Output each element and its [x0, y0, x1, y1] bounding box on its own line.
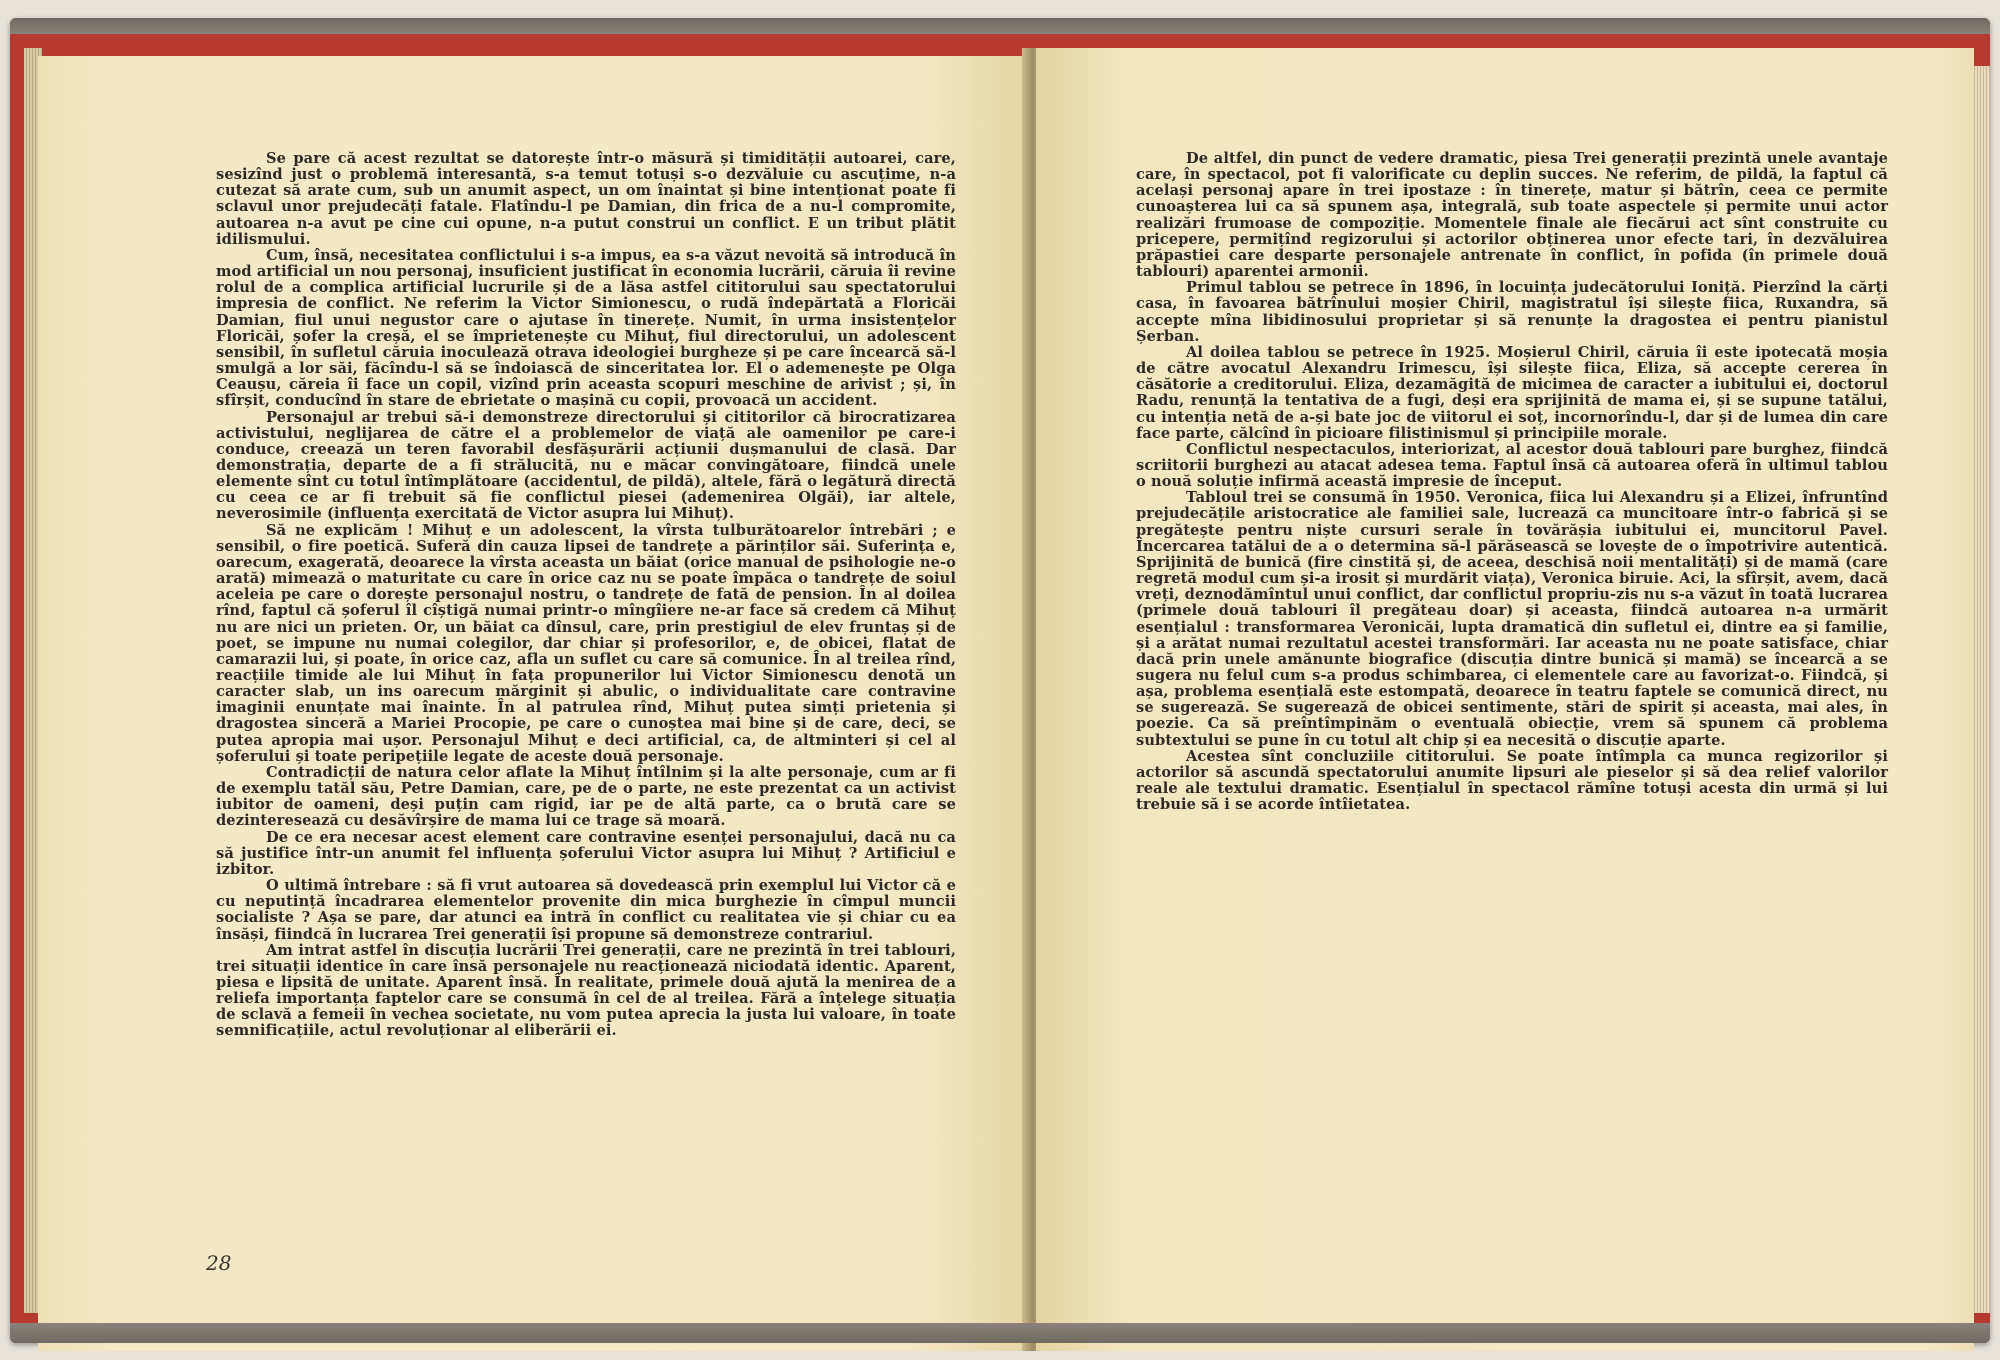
paragraph: De altfel, din punct de vedere dramatic, piesa Trei generații prezintă unele avantaje care, în spectacol, pot fi valorificate cu deplin succes. Ne referim, de pildă, la faptul că același personaj apare în trei ipostaze : în tinerețe, matur și bătrîn, ceea ce permite cunoașterea lui ca să spunem așa, integrală, sub toate aspectele și permite unui actor realizări frumoase de compoziție. Momentele finale ale fiecărui act sînt construite cu pricepere, permițînd regizorului și actorilor obținerea unor efecte tari, în dezvăluirea prăpastiei care desparte personajele antrenate în conflict, în pofida (în primele două tablouri) aparentei armonii.	[1136, 150, 1888, 281]
paragraph: Cum, însă, necesitatea conflictului i s-a impus, ea s-a văzut nevoită să introducă în mod artificial un nou personaj, insuficient justificat în economia lucrării, căruia îi revine rolul de a complica artificial lucrurile și de a lăsa astfel cititorului sau spectatorului impresia de conflict. Ne referim la Victor Simionescu, o rudă îndepărtată a Floricăi Damian, fiul unui negustor care o ajutase în tinerețe. Numit, în urma insistențelor Floricăi, șofer la creșă, el se împrietenește cu Mihuț, fiul directorului, un adolescent sensibil, în sufletul căruia inoculează otrava ideologiei burgheze și pe care încearcă să-l smulgă a lor săi, făcîndu-l să se îndoiască de sinceritatea lor. El o ademenește pe Olga Ceaușu, căreia îi face un copil, vizînd prin aceasta scopuri meschine de arivist ; și, în sfîrșit, conducînd în stare de ebrietate o mașină cu copii, provoacă un accident.	[216, 246, 956, 410]
paragraph: Personajul ar trebui să-i demonstreze directorului și cititorilor că birocratizarea activistului, neglijarea de către el a problemelor de viață ale oamenilor pe care-i conduce, creează un teren favorabil desfășurării acțiunii dușmanului de clasă. Dar demonstrația, departe de a fi strălucită, nu e măcar convingătoare, fiindcă unele elemente sînt cu totul întîmplătoare (accidentul, de pildă), altele, fără o legătură directă cu ceea ce ar fi trebuit să fie conflictul piesei (ademenirea Olgăi), iar altele, neverosimile (influența exercitată de Victor asupra lui Mihuț).	[216, 408, 956, 523]
left-page-text	[216, 151, 956, 1040]
paragraph: Să ne explicăm ! Mihuț e un adolescent, la vîrsta tulburătoarelor întrebări ; e sensibil, o fire poetică. Suferă din cauza lipsei de tandrețe a părinților săi. Suferința e, oarecum, exagerată, deoarece la vîrsta aceasta un băiat (orice manual de psihologie ne-o arată) mimează o maturitate cu care în orice caz nu se poate împăca o tandrețe de soiul aceleia pe care o dorește personajul nostru, o tandrețe de fată de pension. În al doilea rînd, faptul că șoferul îl cîștigă numai printr-o mîngîiere ne-ar face să credem că Mihuț nu are nici un prieten. Or, un băiat ca dînsul, care, prin prestigiul de elev fruntaș și de poet, se impune nu numai colegilor, dar chiar și profesorilor, e, de obicei, flatat de camarazii lui, și poate, în orice caz, afla un suflet cu care să comunice. În al treilea rînd, reacțiile timide ale lui Mihuț în fața propunerilor lui Victor Simionescu denotă un caracter slab, un ins oarecum mărginit și abulic, o individualitate care contravine imaginii enunțate mai înainte. În al patrulea rînd, Mihuț putea simți prietenia și dragostea sinceră a Mariei Procopie, pe care o cunoștea mai bine și de care, deci, se putea apropia mai ușor. Personajul Mihuț e deci artificial, ca, de altminteri și cel al șoferului și toate peripețiile legate de aceste două personaje.	[216, 521, 956, 765]
paragraph: Am intrat astfel în discuția lucrării Trei generații, care ne prezintă în trei tablouri, trei situații identice în care însă personajele nu reacționează niciodată identic. Aparent, piesa e lipsită de unitate. Aparent însă. În realitate, primele două ajută la menirea de a reliefa importanța faptelor care se consumă în cel de al treilea. Fără a înțelege situația de sclavă a femeii în vechea societate, nu vom putea aprecia la justa lui valoare, în toate semnificațiile, actul revoluționar al eliberării ei.	[216, 941, 956, 1040]
book-cover	[10, 18, 1990, 1343]
paragraph: O ultimă întrebare : să fi vrut autoarea să dovedească prin exemplul lui Victor că e cu neputință încadrarea elementelor provenite din mica burghezie în cîmpul muncii socialiste ? Așa se pare, dar atunci ea intră în conflict cu realitatea vie și chiar cu ea însăși, fiindcă în lucrarea Trei generații își propune să demonstreze contrariul.	[216, 877, 956, 943]
left-page	[38, 56, 1028, 1351]
page-number: 28	[206, 1251, 232, 1275]
paragraph: De ce era necesar acest element care contravine esenței personajului, dacă nu ca să justifice într-un anumit fel influența șoferului Victor asupra lui Mihuț ? Artificiul e izbitor.	[216, 828, 956, 878]
right-page	[1036, 48, 1974, 1351]
paragraph: Conflictul nespectaculos, interiorizat, al acestor două tablouri pare burghez, fiindcă scriitorii burghezi au atacat adesea tema. Faptul însă că autoarea oferă în ultimul tablou o nouă soluție infirmă această impresie de început.	[1136, 440, 1888, 491]
right-page-text	[1136, 151, 1888, 813]
paragraph: Contradicții de natura celor aflate la Mihuț întîlnim și la alte personaje, cum ar fi de exemplu tatăl său, Petre Damian, care, pe de o parte, ne este prezentat ca un activist iubitor de oameni, deși puțin cam rigid, iar pe de altă parte, ca o brută care se dezinteresează cu desăvîrșire de mama lui ce trage să moară.	[216, 763, 956, 830]
paragraph: Se pare că acest rezultat se datorește într-o măsură și timidității autoarei, care, sesizînd just o problemă interesantă, s-a temut totuși s-o dezvăluie cu ascuțime, n-a cutezat să arate cum, sub un anumit aspect, un om înaintat și bine intenționat poate fi sclavul unor prejudecăți fatale. Flatîndu-l pe Damian, din frica de a nu-l compromite, autoarea n-a avut pe cine cui opune, n-a putut construi un conflict. E un tribut plătit idilismului.	[216, 150, 956, 248]
paragraph: Tabloul trei se consumă în 1950. Veronica, fiica lui Alexandru și a Elizei, înfruntînd prejudecățile aristocratice ale familiei sale, lucrează ca muncitoare într-o fabrică și se pregătește pentru niște cursuri serale în tovărășia iubitului ei, muncitorul Pavel. Încercarea tatălui de a o determina să-l părăsească se lovește de o împotrivire autentică. Sprijinită de bunică (fire cinstită și, de aceea, deschisă noii mentalități) și de mamă (care regretă modul cum și-a irosit și murdărit viața), Veronica biruie. Aci, la sfîrșit, avem, dacă vreți, deznodămîntul unui conflict, dar conflictul propriu-zis nu s-a văzut în toată lucrarea (primele două tablouri îl pregăteau doar) și aceasta, fiindcă autoarea n-a urmărit esențialul : transformarea Veronicăi, lupta dramatică din sufletul ei, dintre ea și familie, și a arătat numai rezultatul acestei transformări. Iar aceasta nu ne poate satisface, chiar dacă prin unele amănunte biografice (discuția dintre bunică și mamă) se încearcă a se sugera nu felul cum s-a produs schimbarea, ci elementele care au favorizat-o. Fiindcă, și așa, problema esențială este estompată, deoarece în teatru faptele se comunică direct, nu se sugerează. Se sugerează de obicei sentimente, stări de spirit și aceasta, mai ales, în poezie. Ca să preîntîmpinăm o eventuală obiecție, vrem să spunem că problema subtextului se pune în cu totul alt chip și ea necesită o discuție aparte.	[1136, 489, 1888, 749]
paragraph: Al doilea tablou se petrece în 1925. Moșierul Chiril, căruia îi este ipotecată moșia de către avocatul Alexandru Irimescu, își silește fiica, Eliza, să accepte cererea în căsătorie a creditorului. Eliza, dezamăgită de micimea de caracter a iubitului ei, doctorul Radu, renunță la tentativa de a fugi, deși era sprijinită de mama ei, și se supune tatălui, cu intenția netă de a-și bate joc de viitorul ei soț, incornorîndu-l, dar și de lumea din care face parte, călcînd în picioare filistinismul și principiile morale.	[1136, 343, 1888, 442]
paragraph: Acestea sînt concluziile cititorului. Se poate întîmpla ca munca regizorilor și actorilor să ascundă spectatorului anumite lipsuri ale pieselor și să dea relief valorilor reale ale textului dramatic. Esențialul în spectacol rămîne totuși acesta din urmă și lui trebuie să i se acorde întîietatea.	[1136, 747, 1888, 814]
paragraph: Primul tablou se petrece în 1896, în locuința judecătorului Ioniță. Pierzînd la cărți casa, în favoarea bătrînului moșier Chiril, magistratul își silește fiica, Ruxandra, să accepte mîna libidinosului proprietar și să renunțe la dragostea ei pentru pianistul Șerban.	[1136, 279, 1888, 345]
